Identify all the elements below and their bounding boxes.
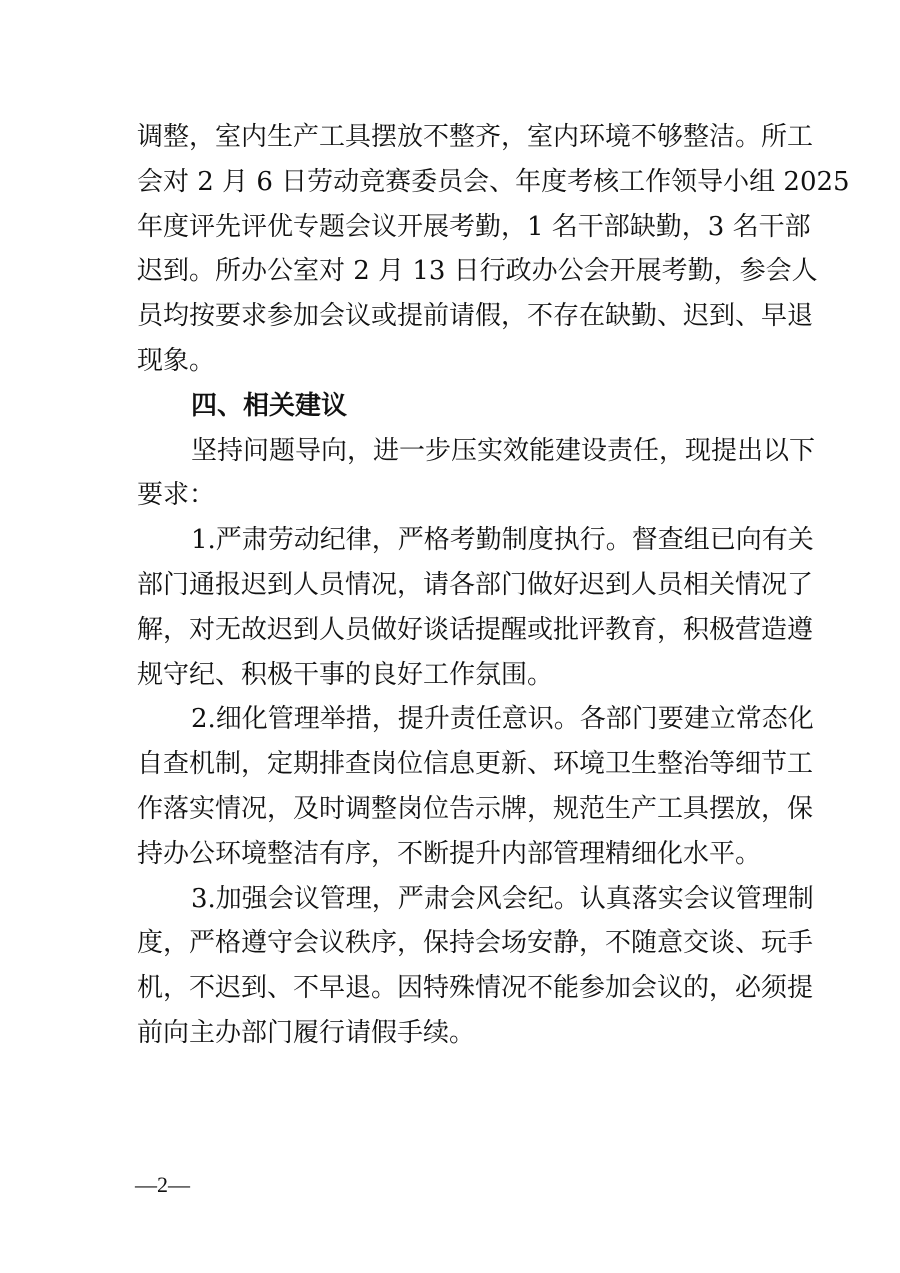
text-line: 1.严肃劳动纪律，严格考勤制度执行。督查组已向有关 (191, 525, 814, 556)
recommendation-item-2 (137, 697, 814, 876)
text-line: 坚持问题导向，进一步压实效能建设责任，现提出以下 (191, 435, 816, 466)
text-line: 年度评先评优专题会议开展考勤，1 名干部缺勤，3 名干部 (137, 211, 811, 242)
document-page (137, 115, 850, 1056)
text-line: 2.细化管理举措，提升责任意识。各部门要建立常态化 (191, 704, 814, 735)
text-line: 迟到。所办公室对 2 月 13 日行政办公会开展考勤，参会人 (137, 256, 818, 287)
text-line: 部门通报迟到人员情况，请各部门做好迟到人员相关情况了 (137, 569, 814, 600)
text-line: 员均按要求参加会议或提前请假，不存在缺勤、迟到、早退 (137, 301, 814, 332)
page-number: —2— (135, 1172, 190, 1197)
text-line: 前向主办部门履行请假手续。 (137, 1017, 476, 1048)
text-line: 机，不迟到、不早退。因特殊情况不能参加会议的，必须提 (137, 973, 814, 1004)
intro-paragraph (137, 429, 816, 519)
text-line: 自查机制，定期排查岗位信息更新、环境卫生整治等细节工 (137, 749, 814, 780)
continuation-paragraph (137, 115, 850, 384)
text-line: 现象。 (137, 345, 216, 376)
text-line: 会对 2 月 6 日劳动竞赛委员会、年度考核工作领导小组 2025 (137, 166, 850, 197)
text-line: 要求： (137, 480, 216, 511)
text-line: 3.加强会议管理，严肃会风会纪。认真落实会议管理制 (191, 883, 814, 914)
text-line: 度，严格遵守会议秩序，保持会场安静，不随意交谈、玩手 (137, 928, 814, 959)
section-heading: 四、相关建议 (191, 390, 348, 421)
recommendation-item-3 (137, 877, 814, 1056)
text-line: 调整，室内生产工具摆放不整齐，室内环境不够整洁。所工 (137, 122, 814, 152)
text-line: 规守纪、积极干事的良好工作氛围。 (137, 659, 554, 690)
text-line: 解，对无故迟到人员做好谈话提醒或批评教育，积极营造遵 (137, 614, 814, 645)
recommendation-item-1 (137, 518, 814, 697)
text-line: 作落实情况，及时调整岗位告示牌，规范生产工具摆放，保 (137, 793, 814, 824)
text-line: 持办公环境整洁有序，不断提升内部管理精细化水平。 (137, 838, 762, 869)
